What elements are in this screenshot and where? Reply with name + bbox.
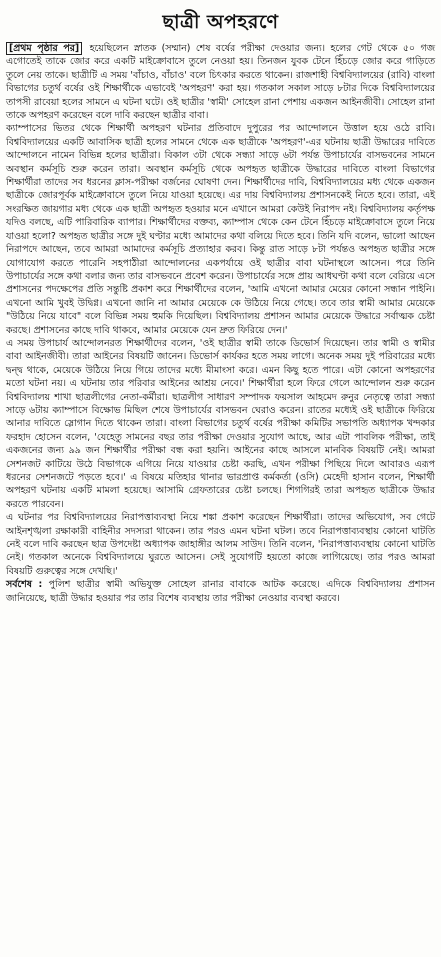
paragraph-3-text: এ সময় উপাচার্য আন্দোলনরত শিক্ষার্থীদের বলেন, 'ওই ছাত্রীর স্বামী তাকে ডিভোর্স দিয়েছেন। তার স্বামী ও স্বামীর বাবা আইনজীবী। তারা আইনের বিষয়টি জানেন। ডিভোর্স কার্যকর হতে সময় লাগে। অনেক সময় দুই পরিবারের মধ্যে দ্বন্দ্ব থাকে, মেয়েকে উঠিয়ে নিয়ে গিয়ে তাদের মধ্যে মীমাংসা করে। এমন কিছু হতে পারে। এটা কোনো অপহরণের মতো ঘটনা নয়। এ ঘটনায় তার পরিবার আইনের আশ্রয় নেবে।' শিক্ষার্থীরা হলে ফিরে গেলে আন্দোলন শুরু করেন বিশ্ববিদ্যালয় শাখা ছাত্রলীগের নেতা-কর্মীরা। ছাত্রলীগ সাধারণ সম্পাদক ফয়সাল আহমেদ রুনুর নেতৃত্বে তারা সন্ধ্যা সাড়ে ৬টায় ক্যাম্পাসে বিক্ষোভ মিছিল শেষে উপাচার্যের বাসভবন ঘেরাও করেন। রাতের মধ্যেই ওই ছাত্রীকে ফিরিয়ে আনার দাবিতে স্লোগান দিতে থাকেন তারা। বাংলা বিভাগের চতুর্থ বর্ষের পরীক্ষা কমিটির সভাপতি অধ্যাপক খন্দকার ফরহাদ হোসেন বলেন, 'যেহেতু সামনের বছর তার পরীক্ষা দেওয়ার সুযোগ আছে, আর এটা পাবলিক পরীক্ষা, তাই একজনের জন্য ৯৯ জন শিক্ষার্থীর পরীক্ষা বন্ধ করা হয়নি। আইনের কাছে আসলে মানবিক বিষয়টি নেই। আমরা সেশনজট কাটিয়ে উঠে বিভাগকে এগিয়ে নিয়ে যাওয়ার চেষ্টা করছি, এখন পরীক্ষা পিছিয়ে দিলে আবারও এরূপ ধরনের সেশনজটে পড়তে হবে।' এ বিষয়ে মতিহার থানার ভারপ্রাপ্ত কর্মকর্তা (ওসি) মেহেদী হাসান বলেন, শিক্ষার্থী অপহরণ ঘটনায় একটি মামলা হয়েছে। আসামি গ্রেফতারের চেষ্টা চলছে। শিগগিরই তারা অপহৃত ছাত্রীকে উদ্ধার করতে পারবেন।: [6, 337, 435, 510]
latest-update-label: সর্বশেষ :: [6, 579, 43, 591]
paragraph-2-text: ক্যাম্পাসের ভিতর থেকে শিক্ষার্থী অপহরণ ঘটনার প্রতিবাদে দুপুরের পর আন্দোলনে উত্তাল হয়ে ওঠে রাবি। বিশ্ববিদ্যালয়ের একটি আবাসিক ছাত্রী হলের সামনে থেকে এক ছাত্রীকে 'অপহরণ'-এর ঘটনায় ছাত্রী উদ্ধারের দাবিতে আন্দোলনে নামেন বিভিন্ন হলের ছাত্রীরা। বিকাল ৩টা থেকে সন্ধ্যা সাড়ে ৬টা পর্যন্ত উপাচার্যের বাসভবনের সামনে অবস্থান কর্মসূচি শুরু করেন তারা। অবস্থান কর্মসূচি থেকে অপহৃত ছাত্রীকে উদ্ধারের দাবিতে বাংলা বিভাগের শিক্ষার্থীরা তাদের সব ধরনের ক্লাস-পরীক্ষা বর্জনের ঘোষণা দেন। শিক্ষার্থীদের দাবি, বিশ্ববিদ্যালয়ের মধ্য থেকে একজন ছাত্রীকে জোরপূর্বক মাইক্রোবাসে তুলে নিয়ে যাওয়া হয়েছে। এর দায় বিশ্ববিদ্যালয় প্রশাসনকেই নিতে হবে। তারা, এই সংরক্ষিত জায়গার মধ্য থেকে এক ছাত্রী অপহৃত হওয়ার মনে এখানে আমরা কেউই নিরাপদ নই। বিশ্ববিদ্যালয় কর্তৃপক্ষ যদিও বলছে, এটি পারিবারিক ব্যাপার। শিক্ষার্থীদের বক্তব্য, ক্যাম্পাস থেকে কেন টেনে হিঁচড়ে মাইক্রোবাসে তুলে নিয়ে যাওয়া হলো? অপহৃত ছাত্রীর সঙ্গে দুই ঘণ্টার মধ্যে আমাদের কথা বলিয়ে দিতে হবে। তিনি যদি বলেন, ভালো আছেন নিরাপদে আছেন, তবে আমরা আমাদের কর্মসূচি প্রত্যাহার করব। কিন্তু রাত সাড়ে ৮টা পর্যন্তও অপহৃত ছাত্রীর সঙ্গে যোগাযোগ করতে পারেনি সহপাঠীরা আন্দোলনের একপর্যায়ে ওই ছাত্রীর বাবা ঘটনাস্থলে আসেন। পরে তিনি উপাচার্যের সঙ্গে কথা বলার জন্য তার বাসভবনে প্রবেশ করেন। উপাচার্যের সঙ্গে প্রায় আধঘণ্টা কথা বলে বেরিয়ে এসে প্রশাসনের পদক্ষেপের প্রতি সন্তুষ্টি প্রকাশ করে শিক্ষার্থীদের বলেন, 'আমি এখনো আমার মেয়ের কোনো সন্ধান পাইনি। এখনো আমি খুবই উদ্বিগ্ন। এখনো জানি না আমার মেয়েকে কে উঠিয়ে নিয়ে গেছে। তবে তার স্বামী আমার মেয়েকে "উঠিয়ে নিয়ে যাবে" বলে বিভিন্ন সময় হুমকি দিয়েছিল। বিশ্ববিদ্যালয় প্রশাসন আমার মেয়েকে উদ্ধারে সর্বাত্মক চেষ্টা করছে। প্রশাসনের কাছে দাবি থাকবে, আমার মেয়েকে যেন দ্রুত ফিরিয়ে দেন।': [6, 123, 435, 336]
paragraph-3: [6, 337, 435, 511]
paragraph-5: [6, 578, 435, 605]
paragraph-1: [6, 42, 435, 122]
paragraph-2: [6, 122, 435, 337]
article-body: [6, 42, 435, 605]
headline: ছাত্রী অপহরণে: [162, 11, 279, 33]
paragraph-4: [6, 511, 435, 578]
paragraph-1-text: হয়েছিলেন স্নাতক (সম্মান) শেষ বর্ষের পরীক্ষা দেওয়ার জন্য। হলের গেট থেকে ৫০ গজ এগোতেই তাকে জোর করে একটি মাইক্রোবাসে তুলে নেওয়া হয়। তিনজন যুবক টেনে হিঁচড়ে জোর করে গাড়িতে তুলে নেয় তাকে। ছাত্রীটি এ সময় 'বাঁচাও, বাঁচাও' বলে চিৎকার করতে থাকেন। রাজশাহী বিশ্ববিদ্যালয়ের (রাবি) বাংলা বিভাগের চতুর্থ বর্ষের ওই শিক্ষার্থীকে এভাবেই 'অপহরণ' করা হয়। গতকাল সকাল সাড়ে ৮টার দিকে বিশ্ববিদ্যালয়ের তাপসী রাবেয়া হলের সামনে এ ঘটনা ঘটে। ওই ছাত্রীর 'স্বামী' সোহেল রানা পেশায় একজন আইনজীবী। সোহেল রানা তাকে অপহরণ করেছেন বলে দাবি করছেন ছাত্রীর বাবা।: [6, 43, 435, 122]
paragraph-5-text: পুলিশ ছাত্রীর স্বামী অভিযুক্ত সোহেল রানার বাবাকে আটক করেছে। এদিকে বিশ্ববিদ্যালয় প্রশাসন জানিয়েছে, ছাত্রী উদ্ধার হওয়ার পর তার বিশেষ ব্যবস্থায় তার পরীক্ষা নেওয়ার ব্যবস্থা করবে।: [6, 579, 435, 604]
paragraph-4-text: এ ঘটনার পর বিশ্ববিদ্যালয়ের নিরাপত্তাব্যবস্থা নিয়ে শঙ্কা প্রকাশ করেছেন শিক্ষার্থীরা। তাদের অভিযোগ, সব গেটে আইনশৃঙ্খলা রক্ষাকারী বাহিনীর সদস্যরা থাকেন। তার পরও এমন ঘটনা ঘটল। তবে নিরাপত্তাব্যবস্থায় কোনো ঘাটতি নেই বলে দাবি করছেন ছাত্র উপদেষ্টা অধ্যাপক জাহাঙ্গীর আলম সাউদ। তিনি বলেন, 'নিরাপত্তাব্যবস্থায় কোনো ঘাটতি নেই। গতকাল অনেকে বিশ্ববিদ্যালয়ে ঘুরতে আসেন। সেই সুযোগটি হয়তো কাজে লাগিয়েছে। তার পরও আমরা বিষয়টি গুরুত্বের সঙ্গে দেখছি।': [6, 512, 435, 577]
continued-from-tag: [প্রথম পৃষ্ঠার পর]: [6, 42, 82, 55]
